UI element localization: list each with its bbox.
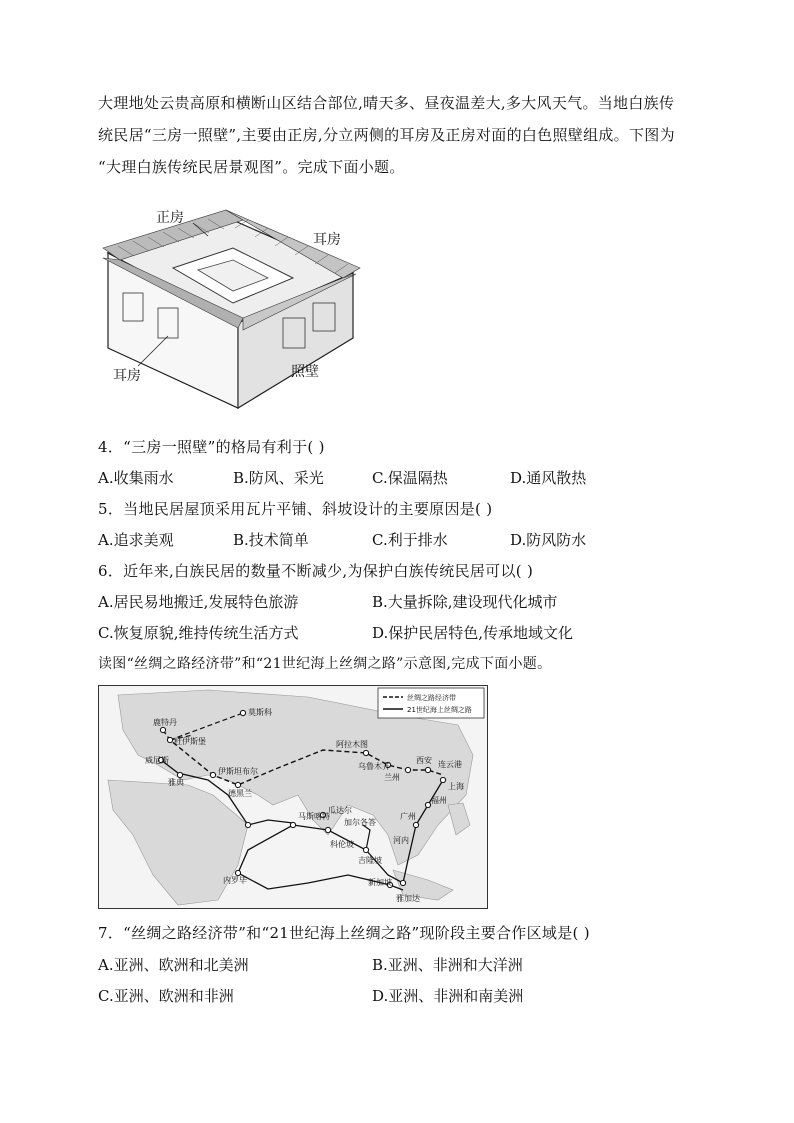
label-side-house-right: 耳房 — [313, 232, 341, 248]
q7-stem: 7．“丝绸之路经济带”和“21世纪海上丝绸之路”现阶段主要合作区域是( ) — [98, 924, 590, 942]
q6-stem: 6．近年来,白族民居的数量不断减少,为保护白族传统民居可以( ) — [98, 562, 534, 580]
city-tehran: 德黑兰 — [228, 789, 252, 798]
q4-stem: 4．“三房一照壁”的格局有利于( ) — [98, 438, 325, 456]
legend-sea-label: 21世纪海上丝绸之路 — [407, 706, 472, 714]
q7-option-d[interactable]: D.亚洲、非洲和南美洲 — [372, 987, 524, 1005]
intro1-line2: 统民居“三房一照壁”,主要由正房,分立两侧的耳房及正房对面的白色照壁组成。下图为 — [98, 126, 675, 144]
city-singapore: 新加坡 — [368, 878, 392, 887]
q4-option-d[interactable]: D.通风散热 — [510, 469, 587, 487]
q7-option-b[interactable]: B.亚洲、非洲和大洋洲 — [372, 956, 523, 974]
q5-option-a[interactable]: A.追求美观 — [98, 531, 174, 549]
city-urumqi: 乌鲁木齐 — [358, 762, 390, 771]
city-fuzhou: 福州 — [431, 796, 447, 805]
q5-option-d[interactable]: D.防风防水 — [510, 531, 587, 549]
label-main-house: 正房 — [156, 210, 184, 226]
q5-option-c[interactable]: C.利于排水 — [372, 531, 448, 549]
city-shanghai: 上海 — [448, 782, 464, 791]
q7-option-c[interactable]: C.亚洲、欧洲和非洲 — [98, 987, 234, 1005]
city-moscow: 莫斯科 — [248, 708, 272, 717]
city-lanzhou: 兰州 — [384, 773, 400, 782]
q5-option-b[interactable]: B.技术简单 — [233, 531, 309, 549]
city-istanbul: 伊斯坦布尔 — [218, 767, 258, 776]
intro2: 读图“丝绸之路经济带”和“21世纪海上丝绸之路”示意图,完成下面小题。 — [98, 656, 552, 672]
q4-option-a[interactable]: A.收集雨水 — [98, 469, 174, 487]
city-duisburg: 杜伊斯堡 — [174, 737, 206, 746]
q4-option-b[interactable]: B.防风、采光 — [233, 469, 324, 487]
q6-option-c[interactable]: C.恢复原貌,维持传统生活方式 — [98, 624, 299, 642]
q6-option-d[interactable]: D.保护民居特色,传承地域文化 — [372, 624, 574, 642]
bai-dwelling-illustration — [98, 198, 368, 413]
intro1-line3: “大理白族传统民居景观图”。完成下面小题。 — [98, 158, 405, 176]
city-muscat: 马斯喀特 — [298, 812, 330, 821]
city-colombo: 科伦坡 — [330, 840, 354, 849]
intro1-line1: 大理地处云贵高原和横断山区结合部位,晴天多、昼夜温差大,多大风天气。当地白族传 — [98, 94, 675, 112]
q5-stem: 5．当地民居屋顶采用瓦片平铺、斜坡设计的主要原因是( ) — [98, 500, 493, 518]
label-screen-wall: 照壁 — [291, 364, 319, 380]
city-xian: 西安 — [416, 756, 432, 765]
city-kuala-lumpur: 吉隆坡 — [358, 856, 382, 865]
q4-option-c[interactable]: C.保温隔热 — [372, 469, 448, 487]
q7-option-a[interactable]: A.亚洲、欧洲和北美洲 — [98, 956, 249, 974]
city-hanoi: 河内 — [393, 836, 409, 845]
city-guangzhou: 广州 — [400, 812, 416, 821]
city-gwadar: 瓜达尔 — [328, 806, 352, 815]
q6-option-a[interactable]: A.居民易地搬迁,发展特色旅游 — [98, 593, 299, 611]
legend-land-label: 丝绸之路经济带 — [407, 694, 456, 702]
city-lianyungang: 连云港 — [438, 760, 462, 769]
city-kolkata: 加尔各答 — [344, 818, 376, 827]
city-rotterdam: 鹿特丹 — [153, 718, 177, 727]
city-athens: 雅典 — [168, 778, 184, 787]
q6-option-b[interactable]: B.大量拆除,建设现代化城市 — [372, 593, 558, 611]
city-nairobi: 内罗毕 — [223, 876, 247, 885]
belt-road-map — [98, 685, 488, 909]
city-almaty: 阿拉木图 — [336, 740, 368, 749]
city-venice: 威尼斯 — [145, 756, 169, 765]
label-side-house-left: 耳房 — [113, 368, 141, 384]
city-jakarta: 雅加达 — [396, 894, 420, 903]
